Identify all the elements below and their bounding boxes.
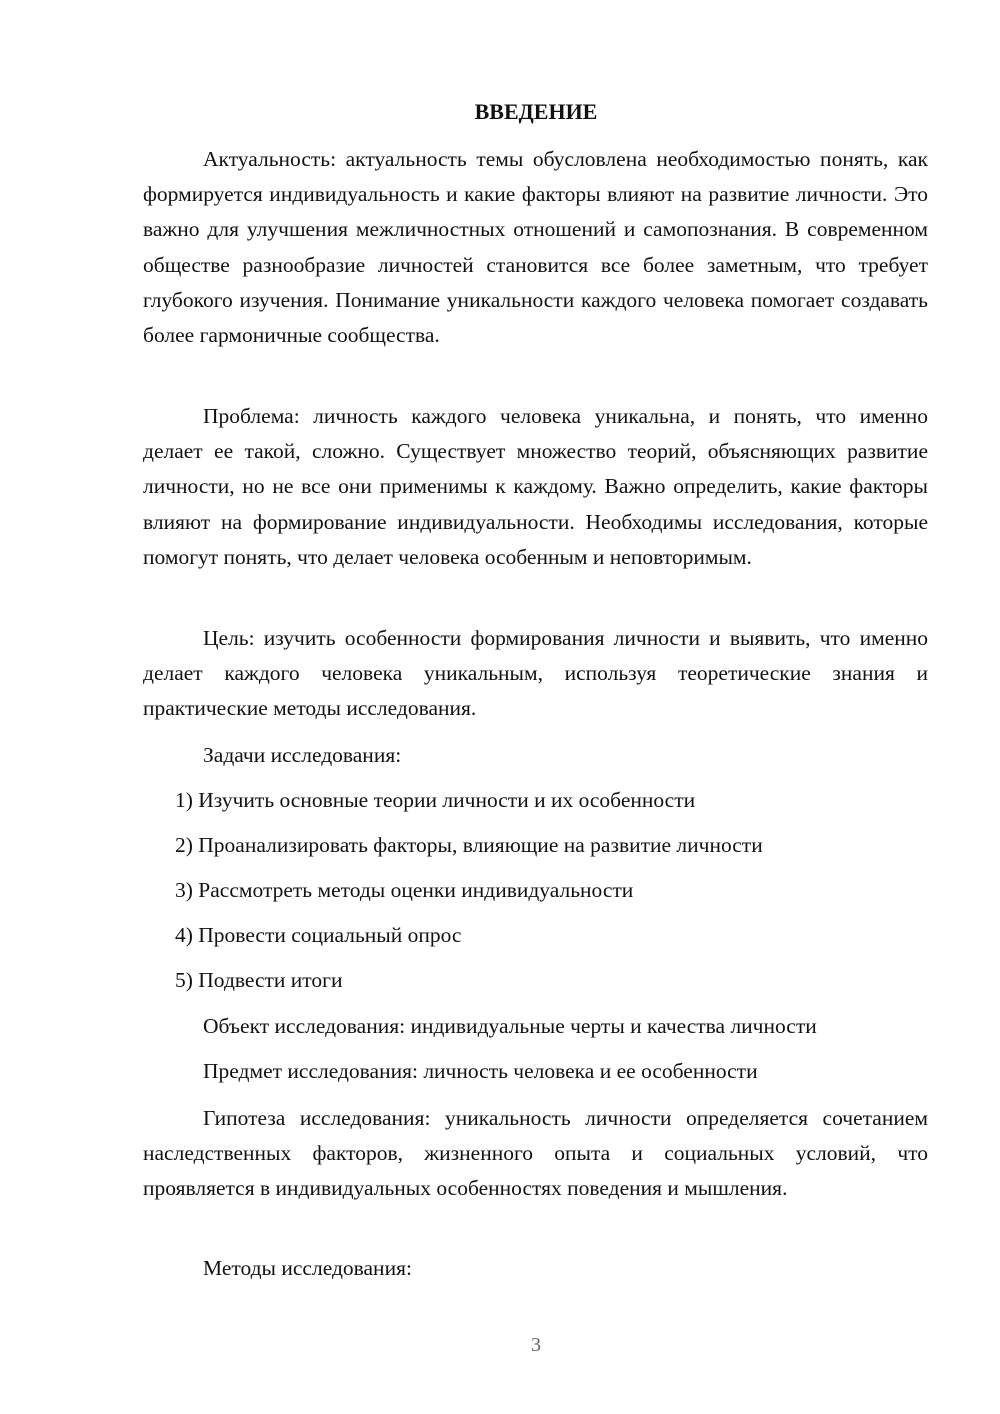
task-item — [143, 829, 960, 861]
subject-block — [143, 1055, 988, 1087]
goal-paragraph: Цель: изучить особенности формирования личности и выявить, что именно делает каждого человека уникальным, используя теоретические знания и практические методы исследования. — [143, 626, 928, 721]
methods-heading-block — [143, 1252, 988, 1284]
methods-heading: Методы исследования: — [203, 1256, 412, 1280]
task-item-text: 4) Провести социальный опрос — [175, 923, 462, 947]
tasks-heading: Задачи исследования: — [203, 743, 402, 767]
task-item — [143, 919, 960, 951]
page-number: 3 — [531, 1334, 541, 1356]
task-item — [143, 784, 960, 816]
problem-paragraph: Проблема: личность каждого человека уникальна, и понять, что именно делает ее такой, сложно. Существует множество теорий, объясняющих развитие личности, но не все они применимы к каждому. Важно определить, какие факторы влияют на формирование индивидуальности. Необходимы исследования, которые помогут понять, что делает человека особенным и неповторимым. — [143, 404, 928, 569]
object-block — [143, 1010, 988, 1042]
task-item-text: 5) Подвести итоги — [175, 968, 343, 992]
task-item-text: 2) Проанализировать факторы, влияющие на развитие личности — [175, 833, 763, 857]
hypothesis-paragraph: Гипотеза исследования: уникальность личности определяется сочетанием наследственных факторов, жизненного опыта и социальных условий, что проявляется в индивидуальных особенностях поведения и мышления. — [143, 1106, 928, 1201]
task-item — [143, 964, 960, 996]
actuality-paragraph: Актуальность: актуальность темы обусловлена необходимостью понять, как формируется индивидуальность и какие факторы влияют на развитие личности. Это важно для улучшения межличностных отношений и самопознания. В современном обществе разнообразие личностей становится все более заметным, что требует глубокого изучения. Понимание уникальности каждого человека помогает создавать более гармоничные сообщества. — [143, 147, 928, 348]
hypothesis-block — [143, 1101, 928, 1207]
page-title: ВВЕДЕНИЕ — [474, 99, 598, 124]
task-item-text: 1) Изучить основные теории личности и их особенности — [175, 788, 696, 812]
task-item-text: 3) Рассмотреть методы оценки индивидуальности — [175, 878, 634, 902]
subject-line: Предмет исследования: личность человека и ее особенности — [203, 1059, 758, 1083]
goal-block — [143, 621, 928, 727]
problem-block — [143, 399, 928, 575]
actuality-block — [143, 142, 928, 353]
tasks-heading-block — [143, 739, 988, 771]
object-line: Объект исследования: индивидуальные черты и качества личности — [203, 1014, 817, 1038]
task-item — [143, 874, 960, 906]
